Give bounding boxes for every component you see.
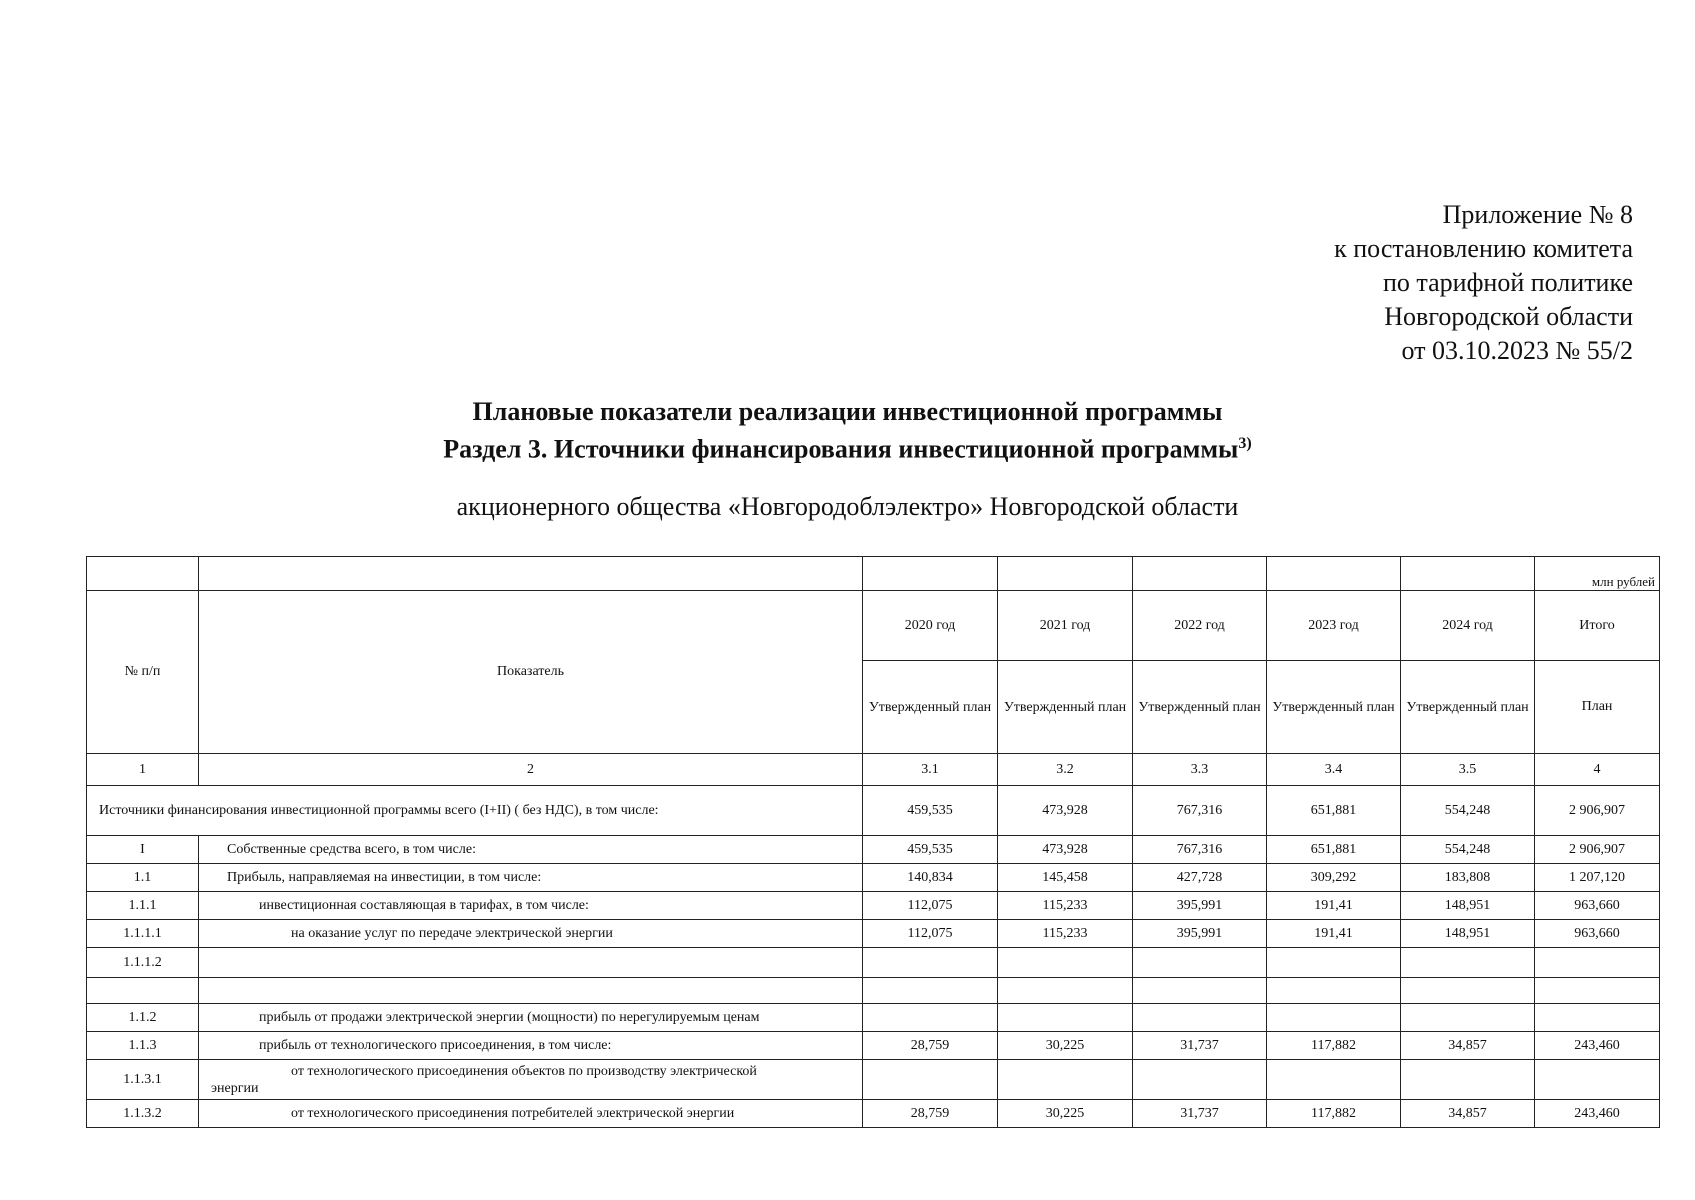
- value-cell: 183,808: [1401, 864, 1535, 892]
- value-cell: 395,991: [1133, 920, 1267, 948]
- value-cell: 31,737: [1133, 1032, 1267, 1060]
- value-cell: 145,458: [998, 864, 1133, 892]
- document-title: [0, 396, 1695, 466]
- header-plan: План: [1535, 661, 1660, 754]
- header-year: 2022 год: [1133, 591, 1267, 661]
- value-cell: [1535, 1060, 1660, 1100]
- title-line-2-text: Раздел 3. Источники финансирования инвестиционной программы: [443, 434, 1239, 464]
- row-num: 1.1: [87, 864, 199, 892]
- value-cell: [1401, 1060, 1535, 1100]
- footnote-mark: 3): [1238, 435, 1252, 452]
- table-row: [87, 1100, 1660, 1128]
- colnum-cell: 3.3: [1133, 754, 1267, 786]
- financing-table: [86, 556, 1660, 1128]
- value-cell: 112,075: [863, 920, 998, 948]
- value-cell: 309,292: [1267, 864, 1401, 892]
- row-label: на оказание услуг по передаче электрической энергии: [199, 920, 863, 948]
- value-cell: [863, 1004, 998, 1032]
- colnum-cell: 2: [199, 754, 863, 786]
- value-cell: 191,41: [1267, 892, 1401, 920]
- header-row-years: [87, 591, 1660, 661]
- total-row: [87, 786, 1660, 836]
- row-num: [87, 978, 199, 1004]
- empty-cell: [87, 557, 199, 591]
- value-cell: [1535, 1004, 1660, 1032]
- row-num: 1.1.3: [87, 1032, 199, 1060]
- value-cell: 34,857: [1401, 1100, 1535, 1128]
- value-cell: 34,857: [1401, 1032, 1535, 1060]
- value-cell: 395,991: [1133, 892, 1267, 920]
- row-label: от технологического присоединения потребителей электрической энергии: [199, 1100, 863, 1128]
- value-cell: 148,951: [1401, 892, 1535, 920]
- title-line-1: Плановые показатели реализации инвестиционной программы: [472, 397, 1223, 426]
- colnum-cell: 3.2: [998, 754, 1133, 786]
- value-cell: 31,737: [1133, 1100, 1267, 1128]
- table-row: [87, 1032, 1660, 1060]
- value-cell: 243,460: [1535, 1032, 1660, 1060]
- value-cell: 473,928: [998, 786, 1133, 836]
- colnum-cell: 1: [87, 754, 199, 786]
- colnum-cell: 4: [1535, 754, 1660, 786]
- value-cell: [1133, 978, 1267, 1004]
- appendix-line: от 03.10.2023 № 55/2: [1401, 336, 1633, 365]
- table-row: [87, 864, 1660, 892]
- value-cell: 1 207,120: [1535, 864, 1660, 892]
- appendix-block: [1334, 198, 1633, 368]
- header-approved: Утвержденный план: [1401, 661, 1535, 754]
- value-cell: 2 906,907: [1535, 786, 1660, 836]
- value-cell: [998, 948, 1133, 978]
- header-approved: Утвержденный план: [998, 661, 1133, 754]
- column-number-row: [87, 754, 1660, 786]
- appendix-line: по тарифной политике: [1383, 268, 1633, 297]
- empty-cell: [1133, 557, 1267, 591]
- value-cell: 243,460: [1535, 1100, 1660, 1128]
- row-label-line: от технологического присоединения объектов по производству электрической: [291, 1063, 757, 1079]
- value-cell: 427,728: [1133, 864, 1267, 892]
- value-cell: 459,535: [863, 786, 998, 836]
- value-cell: 963,660: [1535, 920, 1660, 948]
- empty-cell: [863, 557, 998, 591]
- row-label: [199, 948, 863, 978]
- unit-row: [87, 557, 1660, 591]
- value-cell: 28,759: [863, 1032, 998, 1060]
- row-label: [199, 978, 863, 1004]
- row-label: Собственные средства всего, в том числе:: [199, 836, 863, 864]
- colnum-cell: 3.4: [1267, 754, 1401, 786]
- value-cell: [1401, 1004, 1535, 1032]
- empty-cell: [199, 557, 863, 591]
- row-num: I: [87, 836, 199, 864]
- row-label: прибыль от продажи электрической энергии (мощности) по нерегулируемым ценам: [199, 1004, 863, 1032]
- table-row: [87, 836, 1660, 864]
- value-cell: [1267, 948, 1401, 978]
- value-cell: 767,316: [1133, 786, 1267, 836]
- value-cell: 28,759: [863, 1100, 998, 1128]
- value-cell: [1133, 948, 1267, 978]
- table-row: [87, 1060, 1660, 1100]
- row-label: Прибыль, направляемая на инвестиции, в том числе:: [199, 864, 863, 892]
- row-label: инвестиционная составляющая в тарифах, в том числе:: [199, 892, 863, 920]
- header-indicator: Показатель: [199, 591, 863, 754]
- empty-cell: [998, 557, 1133, 591]
- total-row-label: Источники финансирования инвестиционной программы всего (I+II) ( без НДС), в том числе:: [87, 786, 863, 836]
- value-cell: [1133, 1004, 1267, 1032]
- value-cell: 30,225: [998, 1032, 1133, 1060]
- organization-name: акционерного общества «Новгородоблэлектро» Новгородской области: [456, 492, 1239, 521]
- unit-label: млн рублей: [1535, 557, 1660, 591]
- value-cell: 115,233: [998, 920, 1133, 948]
- value-cell: [1133, 1060, 1267, 1100]
- row-label: прибыль от технологического присоединения, в том числе:: [199, 1032, 863, 1060]
- value-cell: [1267, 1060, 1401, 1100]
- colnum-cell: 3.1: [863, 754, 998, 786]
- table-row: [87, 892, 1660, 920]
- value-cell: 112,075: [863, 892, 998, 920]
- appendix-line: к постановлению комитета: [1334, 234, 1633, 263]
- value-cell: 459,535: [863, 836, 998, 864]
- value-cell: 554,248: [1401, 836, 1535, 864]
- value-cell: [1535, 948, 1660, 978]
- value-cell: 115,233: [998, 892, 1133, 920]
- table-row: [87, 948, 1660, 978]
- value-cell: [863, 948, 998, 978]
- value-cell: 140,834: [863, 864, 998, 892]
- empty-cell: [1267, 557, 1401, 591]
- row-num: 1.1.1.2: [87, 948, 199, 978]
- empty-cell: [1401, 557, 1535, 591]
- header-approved: Утвержденный план: [1133, 661, 1267, 754]
- value-cell: 117,882: [1267, 1100, 1401, 1128]
- value-cell: 117,882: [1267, 1032, 1401, 1060]
- row-label: [199, 1060, 863, 1100]
- title-line-2: [0, 428, 1695, 466]
- header-approved: Утвержденный план: [863, 661, 998, 754]
- value-cell: [998, 978, 1133, 1004]
- header-total: Итого: [1535, 591, 1660, 661]
- value-cell: 651,881: [1267, 786, 1401, 836]
- value-cell: [1535, 978, 1660, 1004]
- value-cell: [998, 1004, 1133, 1032]
- value-cell: 963,660: [1535, 892, 1660, 920]
- value-cell: [1401, 978, 1535, 1004]
- value-cell: 554,248: [1401, 786, 1535, 836]
- header-num: № п/п: [87, 591, 199, 754]
- header-year: 2024 год: [1401, 591, 1535, 661]
- value-cell: [1401, 948, 1535, 978]
- value-cell: [863, 978, 998, 1004]
- value-cell: 191,41: [1267, 920, 1401, 948]
- value-cell: 30,225: [998, 1100, 1133, 1128]
- value-cell: [863, 1060, 998, 1100]
- header-year: 2020 год: [863, 591, 998, 661]
- row-num: 1.1.1.1: [87, 920, 199, 948]
- header-year: 2023 год: [1267, 591, 1401, 661]
- row-label-line: энергии: [211, 1080, 259, 1096]
- value-cell: [998, 1060, 1133, 1100]
- value-cell: 767,316: [1133, 836, 1267, 864]
- table-row: [87, 978, 1660, 1004]
- header-approved: Утвержденный план: [1267, 661, 1401, 754]
- table-row: [87, 920, 1660, 948]
- value-cell: [1267, 978, 1401, 1004]
- appendix-line: Новгородской области: [1384, 302, 1633, 331]
- colnum-cell: 3.5: [1401, 754, 1535, 786]
- row-num: 1.1.3.1: [87, 1060, 199, 1100]
- appendix-line: Приложение № 8: [1442, 200, 1633, 229]
- value-cell: [1267, 1004, 1401, 1032]
- table-row: [87, 1004, 1660, 1032]
- row-num: 1.1.1: [87, 892, 199, 920]
- value-cell: 473,928: [998, 836, 1133, 864]
- row-num: 1.1.3.2: [87, 1100, 199, 1128]
- value-cell: 651,881: [1267, 836, 1401, 864]
- row-num: 1.1.2: [87, 1004, 199, 1032]
- header-year: 2021 год: [998, 591, 1133, 661]
- value-cell: 2 906,907: [1535, 836, 1660, 864]
- value-cell: 148,951: [1401, 920, 1535, 948]
